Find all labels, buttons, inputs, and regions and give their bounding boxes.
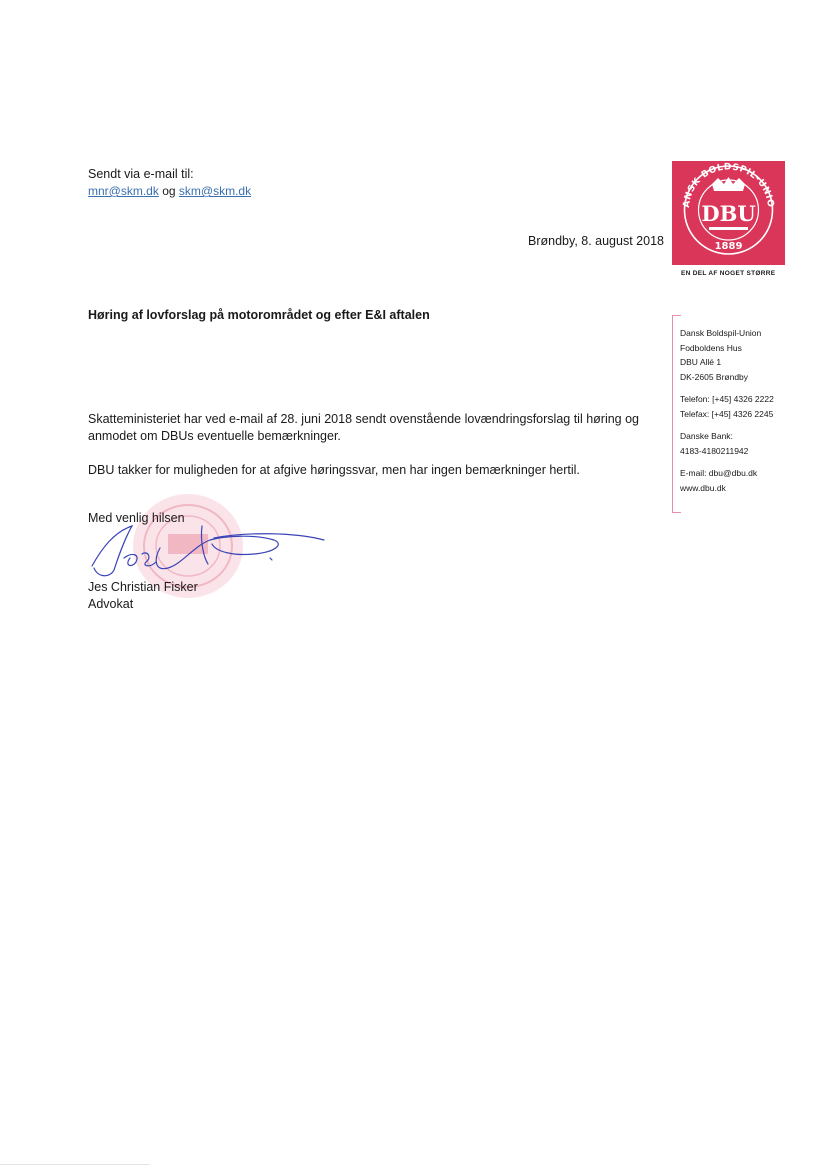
contact-bank-account: 4183-4180211942 — [680, 445, 749, 456]
dbu-emblem-icon — [672, 161, 785, 265]
contact-phone: Telefon: [+45] 4326 2222 — [680, 394, 774, 404]
signer-block — [88, 579, 198, 613]
contact-block — [680, 326, 774, 495]
contact-postal: DK-2605 Brøndby — [680, 371, 749, 382]
dbu-logo — [672, 161, 785, 265]
recipient-block — [88, 166, 251, 200]
letter-date: Brøndby, 8. august 2018 — [528, 234, 664, 248]
contact-web[interactable]: www.dbu.dk — [680, 482, 726, 493]
email-link-mnr[interactable]: mnr@skm.dk — [88, 184, 159, 198]
paragraph-2: DBU takker for muligheden for at afgive høringssvar, men har ingen bemærkninger hertil. — [88, 463, 580, 477]
paragraph-1-line-1: Skatteministeriet har ved e-mail af 28. juni 2018 sendt ovenstående lovændringsforslag til høring og — [88, 412, 640, 426]
logo-year: 1889 — [714, 241, 743, 252]
closing: Med venlig hilsen — [88, 511, 185, 525]
contact-bank-label: Danske Bank: — [680, 431, 733, 441]
contact-org: Dansk Boldspil-Union — [680, 328, 762, 338]
paragraph-1 — [88, 411, 639, 445]
contact-street: DBU Allé 1 — [680, 357, 722, 367]
recipient-emails — [88, 183, 251, 200]
logo-ring-text: ANSK BOLDSPIL-UNIO — [681, 162, 776, 209]
page-edge-line — [0, 1164, 150, 1165]
signature-icon — [84, 518, 334, 588]
email-joiner: og — [162, 184, 176, 198]
letter-subject: Høring af lovforslag på motorområdet og efter E&I aftalen — [88, 308, 430, 322]
signer-name: Jes Christian Fisker — [88, 580, 198, 594]
logo-tagline: EN DEL AF NOGET STØRRE — [681, 270, 776, 277]
logo-monogram: DBU — [701, 201, 756, 226]
email-link-skm[interactable]: skm@skm.dk — [178, 184, 252, 198]
sent-via-label: Sendt via e-mail til: — [88, 167, 194, 181]
signer-title: Advokat — [88, 597, 134, 611]
paragraph-1-line-2: anmodet om DBUs eventuelle bemærkninger. — [88, 429, 341, 443]
contact-email[interactable]: E-mail: dbu@dbu.dk — [680, 468, 758, 478]
contact-fax: Telefax: [+45] 4326 2245 — [680, 408, 774, 419]
contact-building: Fodboldens Hus — [680, 342, 742, 353]
